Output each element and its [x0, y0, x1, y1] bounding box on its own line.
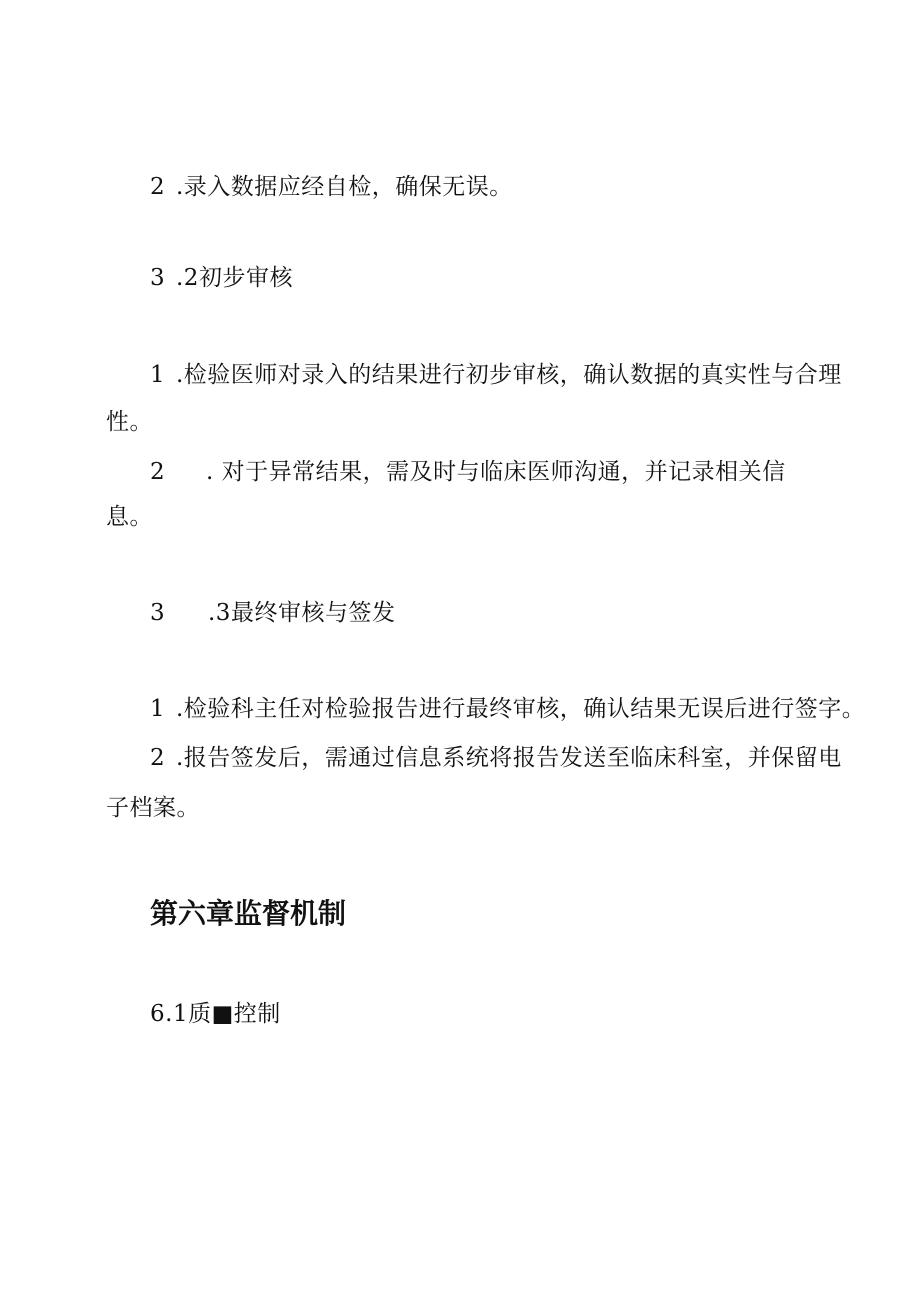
list-item	[150, 743, 842, 773]
list-item-text: .录入数据应经自检，确保无误。	[176, 174, 513, 200]
list-item-number: 2	[150, 174, 166, 200]
list-item-continuation: 息。	[106, 504, 153, 530]
section-heading	[150, 263, 293, 293]
list-item-continuation: 子档案。	[106, 795, 200, 821]
list-item-text: .检验医师对录入的结果进行初步审核，确认数据的真实性与合理	[176, 362, 842, 388]
list-item-continuation: 性。	[106, 409, 153, 435]
section-title: .3最终审核与签发	[208, 600, 396, 626]
list-item	[150, 360, 842, 390]
chapter-title: 第六章监督机制	[150, 897, 347, 930]
list-item	[150, 457, 786, 487]
list-item-text: .报告签发后，需通过信息系统将报告发送至临床科室，并保留电	[176, 745, 842, 771]
list-item-number: 2	[150, 745, 166, 771]
list-item-number: 1	[150, 362, 166, 388]
section-title: .2初步审核	[176, 265, 293, 291]
list-item	[150, 694, 865, 724]
list-item-number: 1	[150, 696, 166, 722]
list-item-number: 2	[150, 459, 166, 485]
section-number: 3	[150, 265, 166, 291]
list-item	[150, 172, 513, 202]
section-number: 3	[150, 600, 166, 626]
list-item-text: . 对于异常结果，需及时与临床医师沟通，并记录相关信	[206, 459, 786, 485]
section-heading: 6.1质■控制	[150, 1001, 281, 1027]
section-heading	[150, 598, 395, 628]
list-item-text: .检验科主任对检验报告进行最终审核，确认结果无误后进行签字。	[176, 696, 866, 722]
